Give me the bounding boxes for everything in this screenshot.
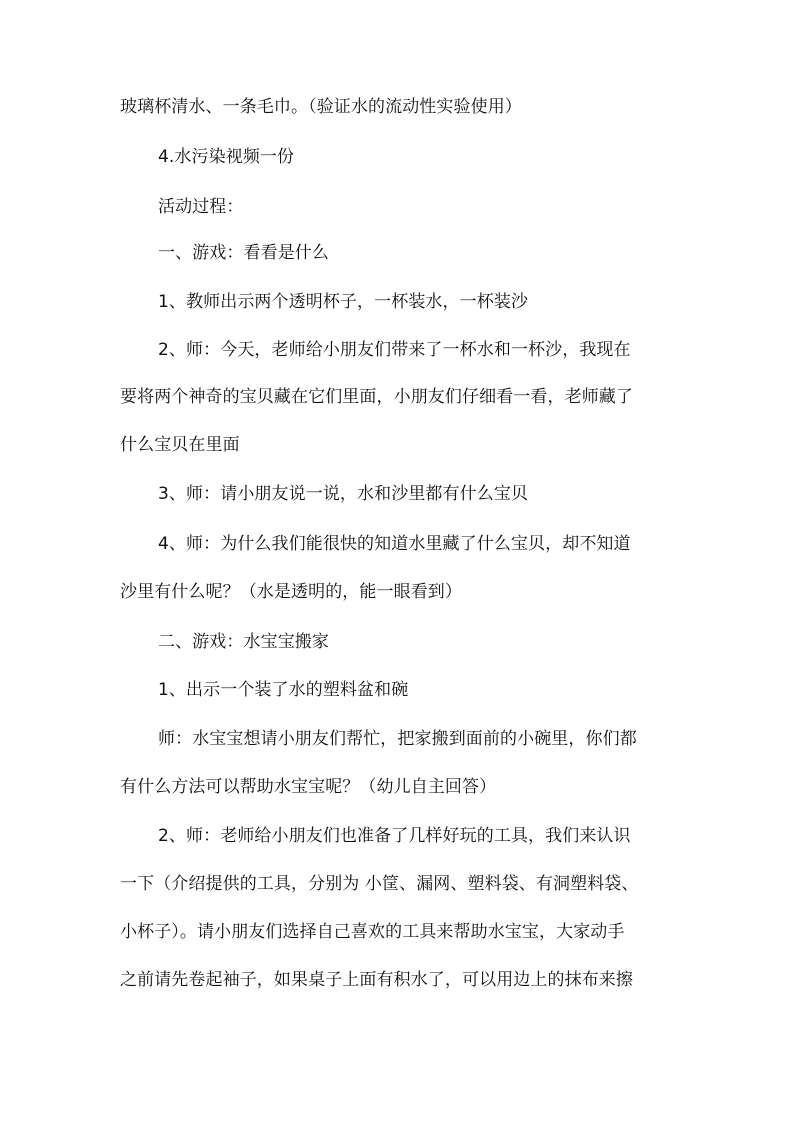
- text-line-tools-instructions: 小杯子）。请小朋友们选择自己喜欢的工具来帮助水宝宝，大家动手: [120, 922, 625, 942]
- text-line-step-4-continued: 沙里有什么呢？（水是透明的，能一眼看到）: [120, 582, 462, 602]
- text-line-game-two-step-2: 2、师：老师给小朋友们也准备了几样好玩的工具，我们来认识: [158, 826, 631, 846]
- text-line-teacher-question-continued: 有什么方法可以帮助水宝宝呢？（幼儿自主回答）: [120, 777, 497, 797]
- section-heading-game-two: 二、游戏：水宝宝搬家: [158, 632, 329, 652]
- text-line-step-2-continued: 要将两个神奇的宝贝藏在它们里面，小朋友们仔细看一看，老师藏了: [120, 387, 633, 407]
- text-line-teacher-question: 师：水宝宝想请小朋友们帮忙，把家搬到面前的小碗里，你们都: [158, 729, 637, 749]
- text-line-step-2-end: 什么宝贝在里面: [120, 435, 240, 455]
- text-line-step-3: 3、师：请小朋友说一说，水和沙里都有什么宝贝: [158, 484, 529, 504]
- text-line-materials-continued: 玻璃杯清水、一条毛巾。（验证水的流动性实验使用）: [120, 97, 522, 117]
- section-heading-game-one: 一、游戏：看看是什么: [158, 243, 329, 263]
- text-line-step-2: 2、师：今天，老师给小朋友们带来了一杯水和一杯沙，我现在: [158, 340, 631, 360]
- text-line-game-two-step-1: 1、出示一个装了水的塑料盆和碗: [158, 680, 409, 700]
- text-line-video-material: 4.水污染视频一份: [158, 147, 295, 167]
- text-line-step-4: 4、师：为什么我们能很快的知道水里藏了什么宝贝，却不知道: [158, 534, 631, 554]
- section-heading-activity-process: 活动过程：: [158, 197, 244, 217]
- text-line-cleanup-instructions: 之前请先卷起袖子，如果桌子上面有积水了，可以用边上的抹布来擦: [120, 970, 633, 990]
- text-line-step-1: 1、教师出示两个透明杯子，一杯装水，一杯装沙: [158, 292, 529, 312]
- text-line-tools-introduction: 一下（介绍提供的工具，分别为 小筐、漏网、塑料袋、有洞塑料袋、: [120, 874, 639, 894]
